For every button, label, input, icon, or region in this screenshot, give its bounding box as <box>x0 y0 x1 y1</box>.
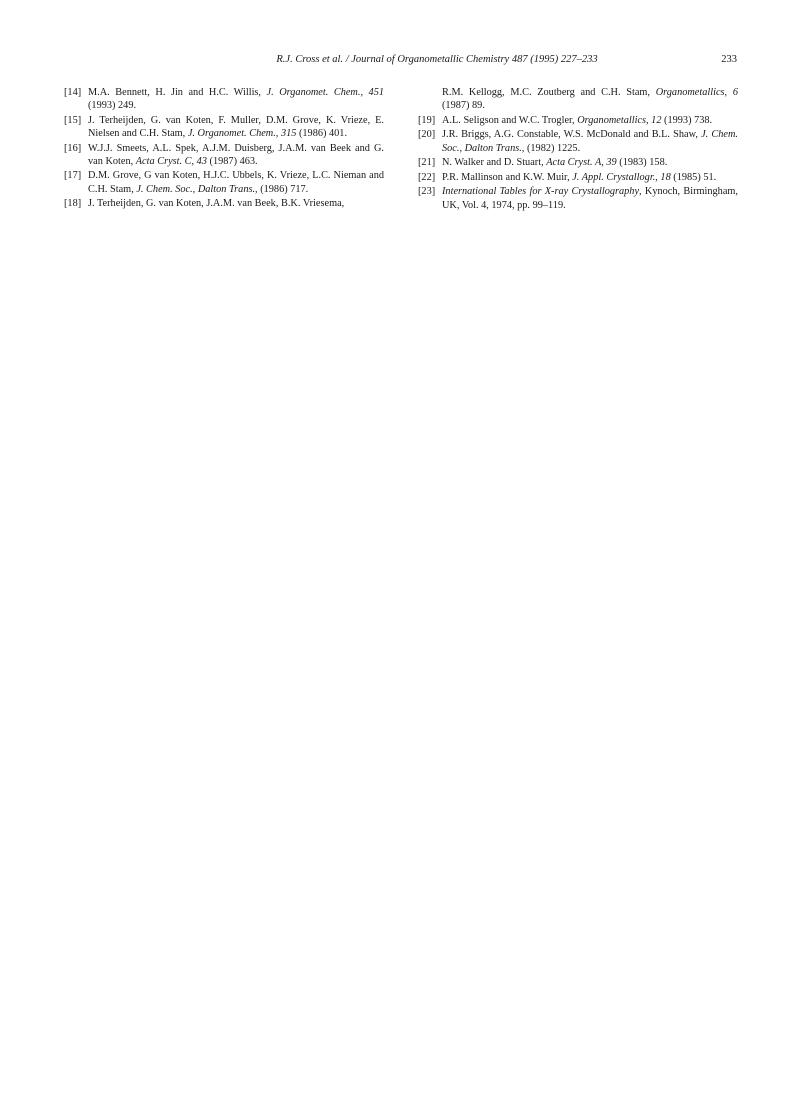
reference-19 <box>418 114 738 127</box>
reference-number: [19] <box>418 114 436 126</box>
reference-details: (1985) 51. <box>670 171 717 183</box>
page-number: 233 <box>721 54 737 65</box>
reference-23 <box>418 185 738 211</box>
reference-21 <box>418 156 738 169</box>
reference-20 <box>418 128 738 154</box>
reference-number: [21] <box>418 157 436 169</box>
reference-number: [14] <box>64 87 82 98</box>
reference-authors: D.M. Grove, G van Koten, H.J.C. Ubbels, K. Vrieze, L.C. Nieman and C.H. Stam, <box>88 170 384 195</box>
reference-journal: J. Appl. Crystallogr., 18 <box>572 171 671 183</box>
reference-details: (1986) 717. <box>257 183 309 195</box>
running-title: R.J. Cross et al. / Journal of Organometallic Chemistry 487 (1995) 227–233 <box>276 54 598 65</box>
references-left-column <box>64 86 384 212</box>
reference-number: [22] <box>418 171 436 183</box>
reference-authors: J. Terheijden, G. van Koten, F. Muller, D.M. Grove, K. Vrieze, E. Nielsen and C.H. Stam, <box>88 114 384 139</box>
reference-details: (1982) 1225. <box>524 142 581 154</box>
reference-authors: M.A. Bennett, H. Jin and H.C. Willis, <box>88 87 267 98</box>
reference-authors: A.L. Seligson and W.C. Trogler, <box>442 114 578 126</box>
reference-journal: Acta Cryst. C, 43 <box>135 155 207 167</box>
reference-number: [23] <box>418 186 436 198</box>
reference-authors: R.M. Kellogg, M.C. Zoutberg and C.H. Stam, <box>442 87 656 98</box>
reference-16 <box>64 142 384 168</box>
reference-18-continuation <box>418 86 738 112</box>
reference-17 <box>64 169 384 195</box>
reference-number: [17] <box>64 170 82 182</box>
reference-number: [20] <box>418 129 436 141</box>
reference-authors: P.R. Mallinson and K.W. Muir, <box>442 171 573 183</box>
reference-details: (1986) 401. <box>296 128 348 139</box>
reference-authors: J.R. Briggs, A.G. Constable, W.S. McDonald and B.L. Shaw, <box>442 129 702 141</box>
reference-details: (1987) 463. <box>206 155 258 167</box>
reference-journal: Organometallics, 12 <box>577 114 662 126</box>
reference-14 <box>64 86 384 112</box>
reference-journal: J. Organomet. Chem., 451 <box>266 87 384 98</box>
reference-authors: N. Walker and D. Stuart, <box>442 157 547 169</box>
reference-15 <box>64 114 384 140</box>
reference-journal: J. Chem. Soc., Dalton Trans., <box>442 129 738 154</box>
reference-journal: Acta Cryst. A, 39 <box>546 157 617 169</box>
reference-journal: J. Organomet. Chem., 315 <box>187 128 297 139</box>
reference-details: (1993) 738. <box>661 114 713 126</box>
reference-22 <box>418 171 738 184</box>
reference-number: [15] <box>64 114 82 126</box>
references-right-column <box>418 86 738 213</box>
running-header <box>0 54 807 70</box>
reference-title: International Tables for X-ray Crystallography <box>442 186 640 198</box>
reference-details: (1983) 158. <box>616 157 668 169</box>
reference-number: [16] <box>64 142 82 154</box>
reference-details: , Kynoch, Birmingham, UK, Vol. 4, 1974, pp. 99–119. <box>442 186 738 211</box>
reference-details: (1987) 89. <box>442 100 485 112</box>
reference-journal: J. Chem. Soc., Dalton Trans., <box>136 183 258 195</box>
reference-number: [18] <box>64 198 82 210</box>
reference-journal: Organometallics, 6 <box>655 87 738 98</box>
reference-authors: W.J.J. Smeets, A.L. Spek, A.J.M. Duisberg, J.A.M. van Beek and G. van Koten, <box>88 142 384 167</box>
reference-authors: J. Terheijden, G. van Koten, J.A.M. van Beek, B.K. Vriesema, <box>88 198 345 210</box>
reference-18 <box>64 197 384 210</box>
reference-details: (1993) 249. <box>88 100 137 112</box>
